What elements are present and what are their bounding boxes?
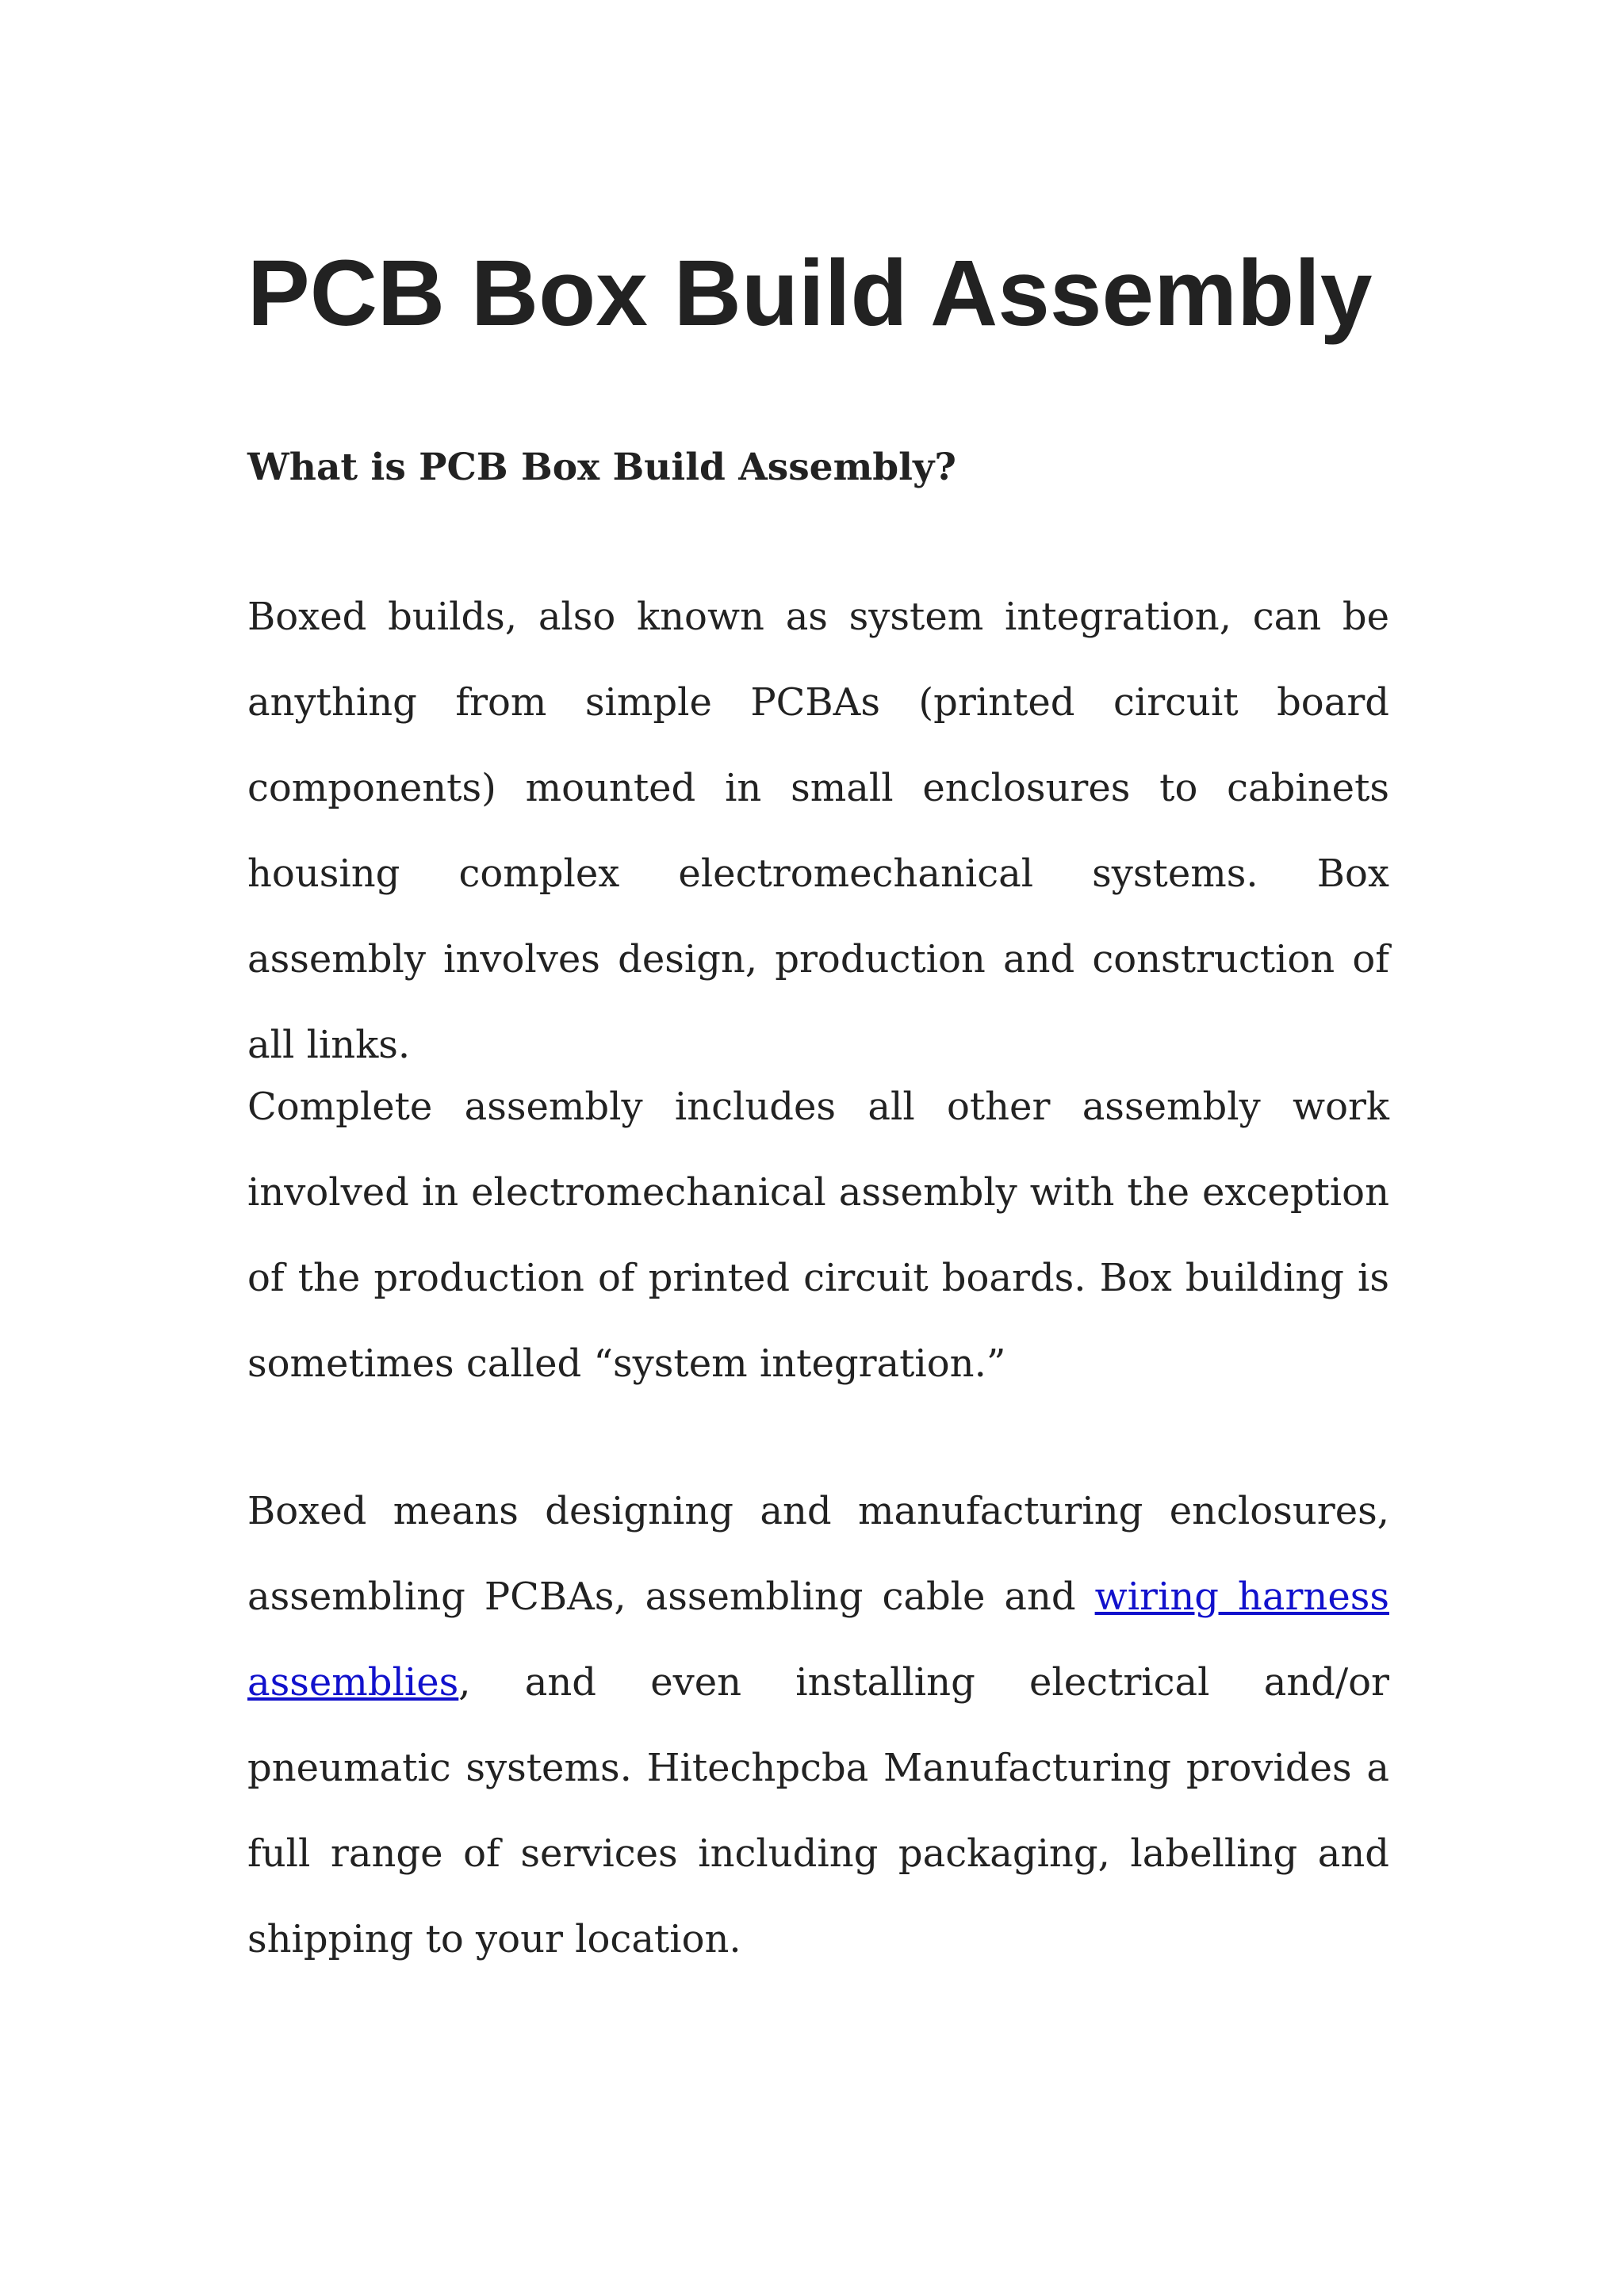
paragraph-complete-assembly: Complete assembly includes all other assembly work involved in electromechanical assembly with the exception of the production of printed circuit boards. Box building is sometimes called “system integration.” bbox=[247, 1085, 1389, 1386]
section-heading: What is PCB Box Build Assembly? bbox=[247, 446, 956, 489]
page-title: PCB Box Build Assembly bbox=[247, 241, 1373, 346]
paragraph-intro: Boxed builds, also known as system integration, can be anything from simple PCBAs (printed circuit board components) mounted in small enclosures to cabinets housing complex electromechanical systems. Box assembly involves design, production and construction of all links. bbox=[247, 595, 1389, 1067]
wiring-harness-assemblies-link[interactable]: wiring harness assemblies bbox=[247, 1575, 1389, 1705]
paragraph-text-after-link: , and even installing electrical and/or pneumatic systems. Hitechpcba Manufacturing provides a full range of services including packaging, labelling and shipping to your location. bbox=[247, 1660, 1389, 1961]
paragraph-boxed-means bbox=[247, 1468, 1389, 1982]
paragraph-text-before-link: Boxed means designing and manufacturing enclosures, assembling PCBAs, assembling cable and bbox=[247, 1489, 1389, 1619]
